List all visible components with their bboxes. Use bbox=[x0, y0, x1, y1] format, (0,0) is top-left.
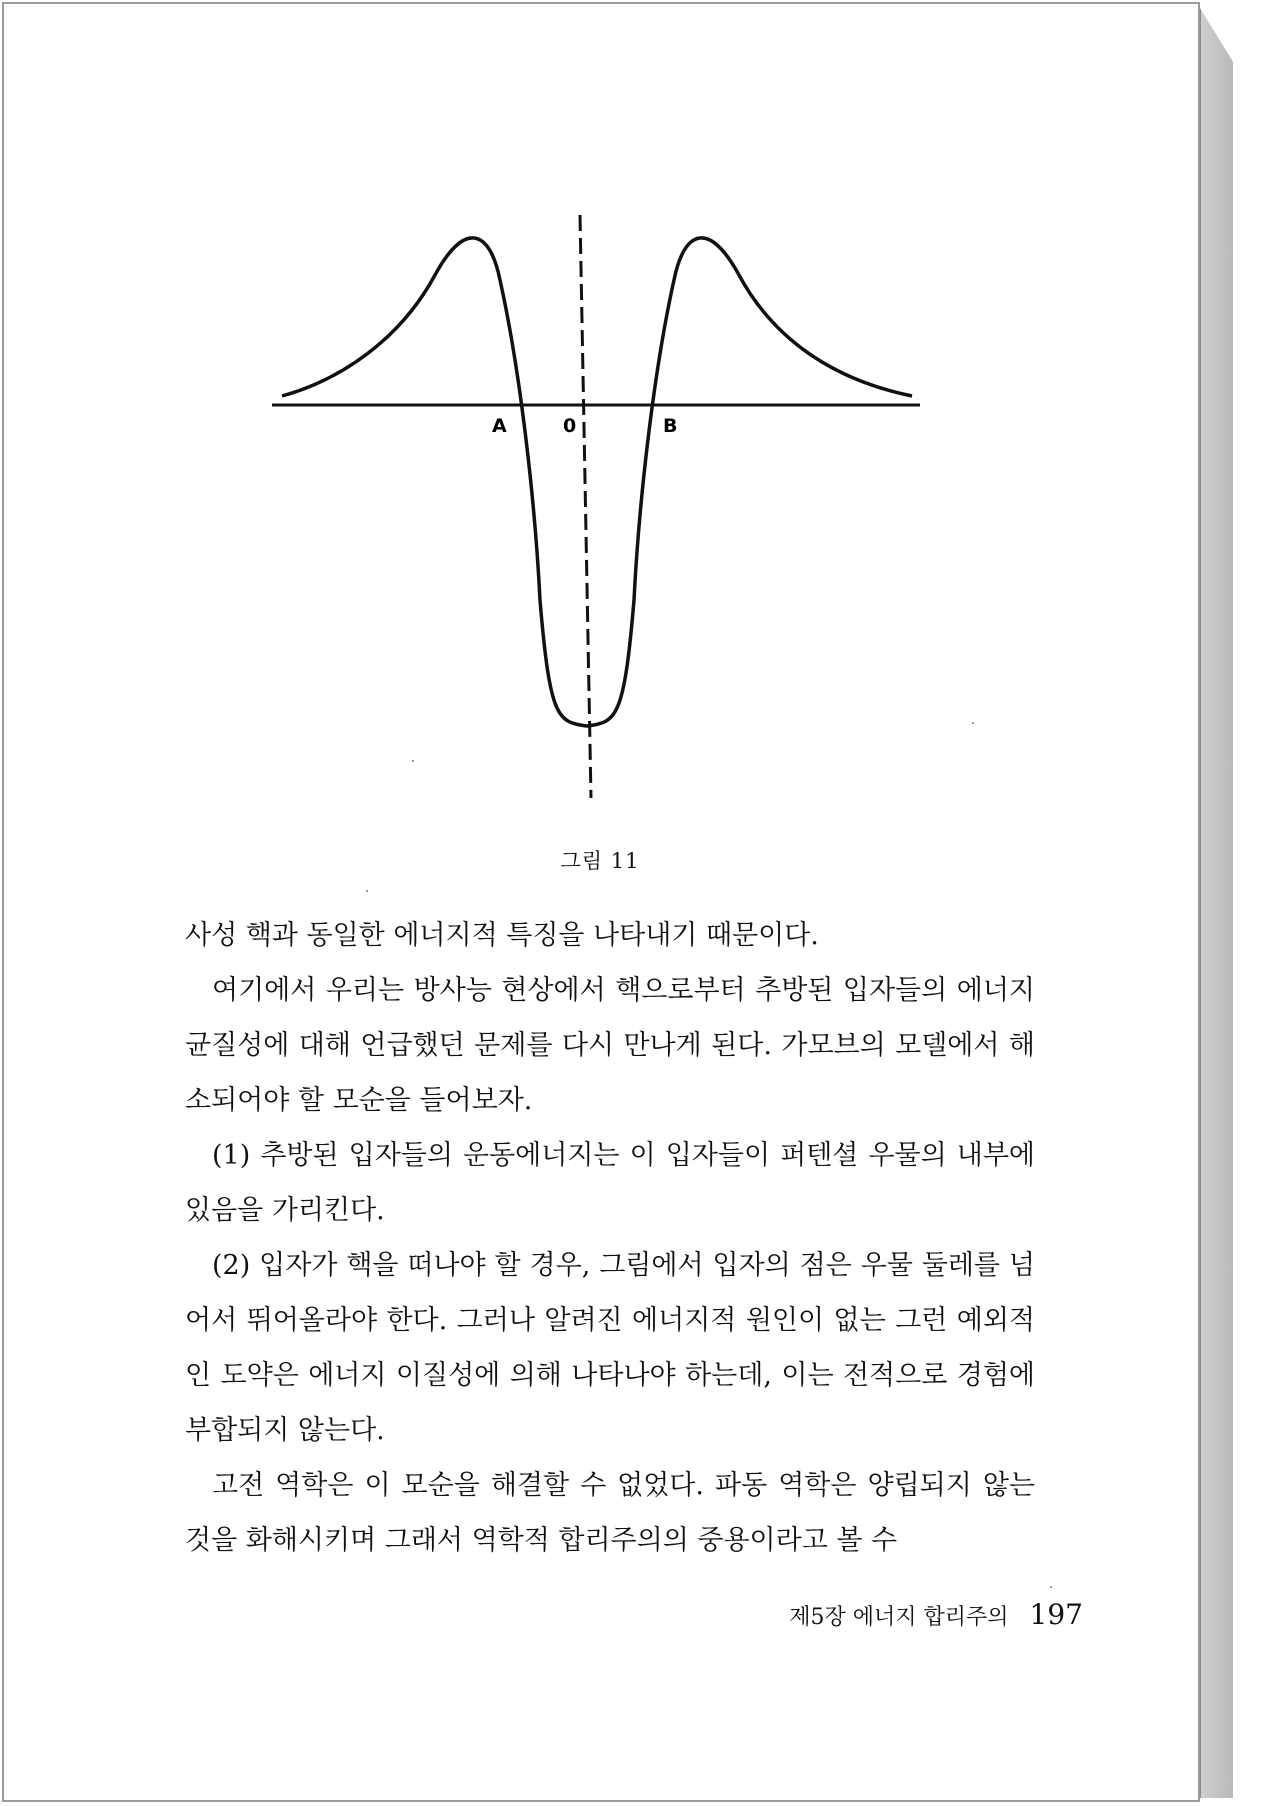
potential-curve bbox=[282, 238, 912, 726]
vertical-dashed-axis bbox=[580, 215, 591, 798]
page-footer bbox=[789, 1598, 1083, 1631]
page-number: 197 bbox=[1029, 1598, 1083, 1631]
point-b-label: B bbox=[663, 415, 678, 437]
paragraph: (1) 추방된 입자들의 운동에너지는 이 입자들이 퍼텐셜 우물의 내부에 있음을 가리킨다. bbox=[185, 1140, 1035, 1226]
potential-well-figure bbox=[260, 200, 960, 810]
page-edge-shadow bbox=[1200, 8, 1233, 1798]
chapter-title: 제5장 에너지 합리주의 bbox=[789, 1605, 1009, 1630]
print-speck bbox=[412, 760, 414, 762]
point-a-label: A bbox=[492, 415, 507, 437]
paragraph: 사성 핵과 동일한 에너지적 특징을 나타내기 때문이다. bbox=[185, 920, 819, 951]
body-text bbox=[185, 908, 1035, 1568]
paragraph: 고전 역학은 이 모순을 해결할 수 없었다. 파동 역학은 양립되지 않는 것을 화해시키며 그래서 역학적 합리주의의 중용이라고 볼 수 bbox=[185, 1470, 1035, 1556]
potential-well-diagram bbox=[260, 200, 960, 810]
print-speck bbox=[366, 890, 368, 892]
paragraph: 여기에서 우리는 방사능 현상에서 핵으로부터 추방된 입자들의 에너지 균질성에 대해 언급했던 문제를 다시 만나게 된다. 가모브의 모델에서 해소되어야 할 모순을 들어보자. bbox=[185, 975, 1035, 1116]
paragraph: (2) 입자가 핵을 떠나야 할 경우, 그림에서 입자의 점은 우물 둘레를 넘어서 뛰어올라야 한다. 그러나 알려진 에너지적 원인이 없는 그런 예외적인 도약은 에너지 이질성에 의해 나타나야 하는데, 이는 전적으로 경험에 부합되지 않는다. bbox=[185, 1250, 1035, 1446]
figure-caption: 그림 11 bbox=[560, 849, 640, 873]
print-speck bbox=[1050, 1586, 1052, 1588]
print-speck bbox=[972, 722, 974, 724]
origin-label: 0 bbox=[563, 415, 577, 437]
